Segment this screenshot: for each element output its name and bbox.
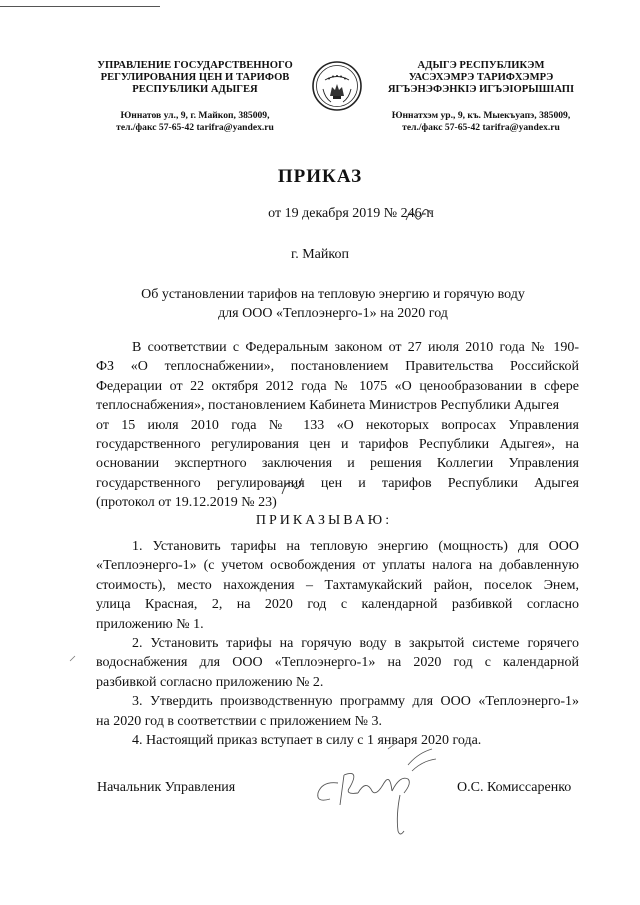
- header-right-line: АДЫГЭ РЕСПУБЛИКЭМ: [417, 60, 545, 71]
- order-item-line: разбивкой согласно приложению № 2.: [96, 674, 324, 690]
- handwritten-number-mark: [403, 204, 435, 226]
- document-title: ПРИКАЗ: [277, 166, 363, 187]
- subject-line: для ООО «Теплоэнерго-1» на 2020 год: [218, 306, 448, 321]
- order-item-line: стоимость), место нахождения – Тахтамукайский район, поселок Энем,: [96, 577, 579, 593]
- handwritten-protocol-number: [278, 472, 306, 504]
- header-right-contacts: тел./факс 57-65-42 tarifra@yandex.ru: [402, 122, 560, 133]
- preamble-line: В соответствии с Федеральным законом от 27 июля 2010 года № 190-: [132, 340, 579, 355]
- order-item-line: 3. Утвердить производственную программу для ООО «Теплоэнерго-1»: [132, 694, 579, 710]
- preamble-line: государственного регулирования цен и тарифов Республики Адыгея: [96, 475, 579, 491]
- preamble-line: (протокол от 19.12.2019 № 23): [96, 495, 277, 511]
- order-item-line: водоснабжения для ООО «Теплоэнерго-1» на 2020 год с календарной: [96, 655, 579, 671]
- preamble-line: основании экспертного заключения и решения Коллегии Управления: [96, 456, 579, 472]
- top-rule: [0, 6, 160, 7]
- header-right-address: Юннатхэм ур., 9, къ. Мыекъуапэ, 385009,: [391, 110, 571, 121]
- order-item-line: 1. Установить тарифы на тепловую энергию (мощность) для ООО: [132, 539, 579, 554]
- stray-pen-mark: [69, 654, 77, 662]
- order-item-line: приложению № 1.: [96, 616, 204, 632]
- header-right-line: УАСЭХЭМРЭ ТАРИФХЭМРЭ: [408, 72, 554, 83]
- order-item-line: улица Красная, 2, на 2020 год с календарной разбивкой согласно: [96, 597, 579, 613]
- preamble-line: теплоснабжения», постановлением Кабинета Министров Республики Адыгея: [96, 398, 560, 414]
- header-left-line: РЕСПУБЛИКИ АДЫГЕЯ: [132, 84, 258, 95]
- header-left-address: Юннатов ул., 9, г. Майкоп, 385009,: [120, 110, 270, 121]
- signatory-title: Начальник Управления: [97, 780, 236, 795]
- document-date-line: от 19 декабря 2019 № 246-п: [268, 206, 434, 221]
- signatory-name: О.С. Комиссаренко: [457, 780, 572, 795]
- order-item-line: на 2020 год в соответствии с приложением № 3.: [96, 713, 382, 729]
- order-heading: ПРИКАЗЫВАЮ:: [255, 513, 393, 528]
- order-item-line: 2. Установить тарифы на горячую воду в закрытой системе горячего: [132, 635, 579, 651]
- preamble-line: от 15 июля 2010 года № 133 «О некоторых вопросах Управления: [96, 417, 579, 433]
- preamble-line: государственного регулирования цен и тарифов Республики Адыгея», на: [96, 436, 579, 452]
- header-right-line: ЯГЪЭНЭФЭНКIЭ ИГЪЭIОРЫШIАПI: [387, 84, 575, 95]
- header-left-line: РЕГУЛИРОВАНИЯ ЦЕН И ТАРИФОВ: [100, 72, 290, 83]
- document-subject: [100, 285, 566, 323]
- preamble-line: Федерации от 22 октября 2012 года № 1075 «О ценообразовании в сфере: [96, 378, 579, 394]
- header-left-line: УПРАВЛЕНИЕ ГОСУДАРСТВЕННОГО: [97, 60, 293, 71]
- coat-of-arms-emblem: [311, 60, 363, 112]
- order-item-line: 4. Настоящий приказ вступает в силу с 1 января 2020 года.: [132, 732, 482, 748]
- header-left-contacts: тел./факс 57-65-42 tarifra@yandex.ru: [116, 122, 274, 133]
- header-right-block: [368, 60, 594, 134]
- handwritten-signature: [300, 735, 450, 840]
- preamble-line: ФЗ «О теплоснабжении», постановлением Правительства Российской: [96, 359, 579, 375]
- header-left-block: [84, 60, 306, 134]
- subject-line: Об установлении тарифов на тепловую энергию и горячую воду: [141, 287, 525, 302]
- order-item-line: «Теплоэнерго-1» (с учетом освобождения от уплаты налога на добавленную: [96, 558, 579, 574]
- preamble-paragraph: [96, 338, 579, 513]
- document-city: г. Майкоп: [291, 247, 349, 262]
- order-items: [96, 537, 579, 750]
